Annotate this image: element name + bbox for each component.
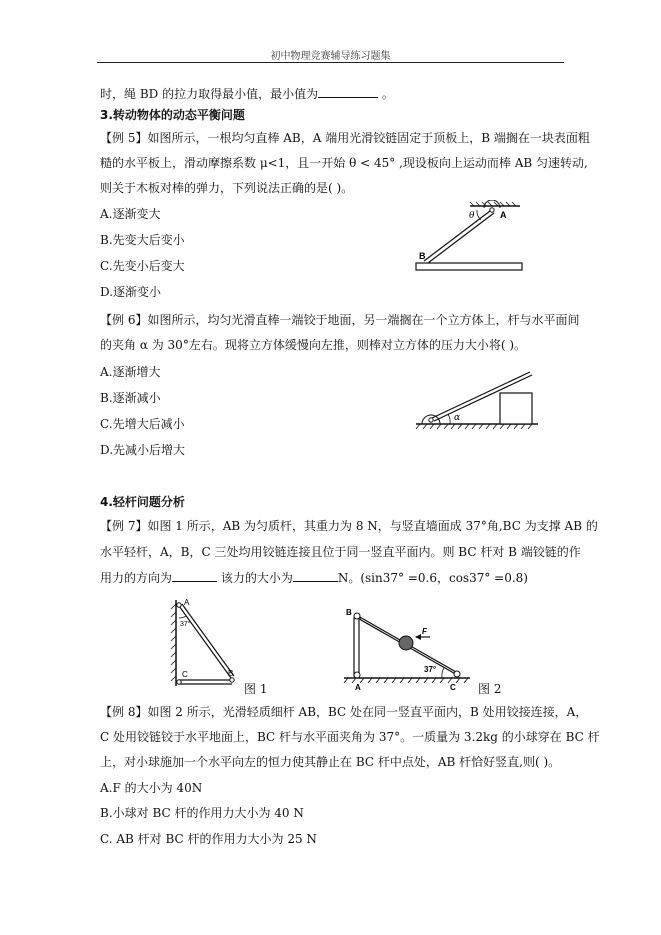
ex7-line-1: 【例 7】如图 1 所示，AB 为匀质杆，其重力为 8 N，与竖直墙面成 37°角,BC 为支撑 AB 的 — [100, 519, 598, 533]
ex5-option-c[interactable]: C.先变小后变大 — [100, 259, 185, 273]
magnitude-blank[interactable] — [293, 570, 338, 582]
line-ex4-end — [100, 86, 394, 102]
alpha-label: α — [454, 413, 461, 423]
ex5-option-d[interactable]: D.逐渐变小 — [100, 285, 162, 299]
ex5-option-b[interactable]: B.先变大后变小 — [100, 233, 185, 247]
point-a-label: A — [500, 210, 507, 220]
ex6-line-1: 【例 6】如图所示，均匀光滑直棒一端铰于地面，另一端搁在一个立方体上，杆与水平面间 — [100, 313, 580, 327]
page-header-title: 初中物理竞赛辅导练习题集 — [270, 51, 391, 62]
ex5-option-a[interactable]: A.逐渐变大 — [100, 207, 161, 221]
text: 该力的大小为 — [217, 571, 293, 585]
ex8-option-b[interactable]: B.小球对 BC 杆的作用力大小为 40 N — [100, 806, 304, 820]
ex5-line-2: 糙的水平板上，滑动摩擦系数 μ<1，且一开始 θ < 45° ,现设板向上运动而棒 AB 匀速转动, — [100, 156, 588, 170]
point-b-label: B — [228, 669, 234, 678]
theta-label: θ — [469, 211, 475, 221]
ex6-option-b[interactable]: B.逐渐减小 — [100, 391, 161, 405]
ex7-line-2: 水平轻杆，A，B，C 三处均用铰链连接且位于同一竖直平面内。则 BC 杆对 B 端铰链的作 — [100, 545, 581, 559]
section-3-title: 3.转动物体的动态平衡问题 — [100, 108, 245, 122]
figure-1-wall-rod — [164, 596, 254, 688]
point-b-label: B — [346, 608, 352, 617]
header-rule — [97, 62, 564, 63]
angle-label: 37° — [424, 665, 437, 674]
ex8-option-c[interactable]: C. AB 杆对 BC 杆的作用力大小为 25 N — [100, 832, 317, 846]
point-c-label: C — [182, 670, 188, 679]
ex8-option-a[interactable]: A.F 的大小为 40N — [100, 781, 203, 795]
ex6-line-2: 的夹角 α 为 30°左右。现将立方体缓慢向左推，则棒对立方体的压力大小将( )。 — [100, 338, 526, 352]
ex5-line-3: 则关于木板对棒的弹力，下列说法正确的是( )。 — [100, 181, 354, 195]
ex6-option-d[interactable]: D.先减小后增大 — [100, 443, 186, 457]
ex8-line-3: 上，对小球施加一个水平向左的恒力使其静止在 BC 杆中点处，AB 杆恰好竖直,则( )。 — [100, 755, 561, 769]
point-a-label: A — [355, 683, 361, 692]
ex6-option-c[interactable]: C.先增大后减小 — [100, 417, 185, 431]
text: 用力的方向为 — [100, 571, 173, 585]
point-c-label: C — [450, 683, 456, 692]
figure-1-caption: 图 1 — [244, 682, 268, 696]
point-b-label: B — [419, 251, 426, 261]
text: 。 — [378, 87, 394, 101]
text: 时，绳 BD 的拉力取得最小值，最小值为 — [100, 87, 319, 101]
figure-ex5-rod-on-board — [410, 200, 526, 276]
ex5-line-1: 【例 5】如图所示，一根均匀直棒 AB，A 端用光滑铰链固定于顶板上，B 端搁在一块表面粗 — [100, 131, 590, 145]
force-f-label: F — [422, 627, 427, 636]
figure-2-rod-ball — [338, 606, 472, 692]
figure-2-caption: 图 2 — [478, 682, 502, 696]
section-4-title: 4.轻杆问题分析 — [100, 495, 185, 509]
ex8-line-1: 【例 8】如图 2 所示，光滑轻质细杆 AB，BC 处在同一竖直平面内，B 处用铰接连接，A， — [100, 705, 588, 719]
direction-blank[interactable] — [172, 570, 217, 582]
ex8-line-2: C 处用铰链铰于水平地面上，BC 杆与水平面夹角为 37°。一质量为 3.2kg 的小球穿在 BC 杆 — [100, 730, 600, 744]
ex7-line-3 — [100, 570, 528, 586]
angle-label: 37° — [180, 621, 191, 628]
ex6-option-a[interactable]: A.逐渐增大 — [100, 365, 161, 379]
text: N。(sin37° =0.6，cos37° =0.8) — [337, 571, 528, 585]
point-a-label: A — [184, 598, 190, 607]
figure-ex6-rod-on-cube — [410, 368, 540, 434]
answer-blank[interactable] — [318, 86, 378, 98]
